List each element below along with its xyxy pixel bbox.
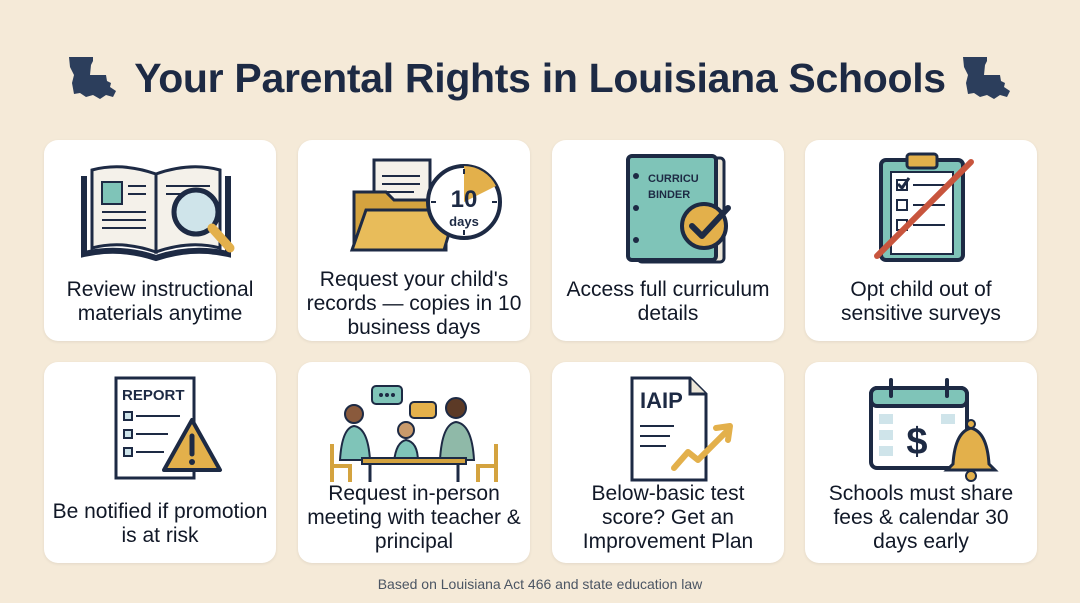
rights-card [298, 140, 530, 341]
folder-timer-icon [324, 152, 504, 264]
card-label: Review instructional materials anytime [66, 278, 254, 325]
header [0, 46, 1080, 110]
timer-number: 10 [450, 186, 478, 213]
timer-unit: days [449, 214, 479, 229]
binder-label-line2: BINDER [648, 189, 691, 201]
source-note: Based on Louisiana Act 466 and state education law [377, 576, 703, 592]
report-warning-icon [70, 374, 250, 486]
louisiana-map-icon [960, 53, 1014, 103]
card-label: Below-basic test score? Get an Improvement Plan [582, 482, 754, 553]
document-title: IAIP [640, 388, 683, 413]
crossed-out-survey-clipboard-icon [831, 152, 1011, 264]
rights-card [44, 362, 276, 563]
page-title: Your Parental Rights in Louisiana Schools [134, 54, 946, 101]
rights-card [805, 140, 1037, 341]
report-title: REPORT [122, 387, 185, 404]
open-book-magnifier-icon [70, 152, 250, 264]
card-label: Be notified if promotion is at risk [52, 500, 268, 547]
rights-card [805, 362, 1037, 563]
binder-label-line1: CURRICU [648, 173, 699, 185]
rights-card [552, 362, 784, 563]
louisiana-map-icon [66, 53, 120, 103]
rights-card [552, 140, 784, 341]
card-label: Schools must share fees & calendar 30 days early [828, 482, 1014, 553]
curriculum-binder-check-icon [578, 152, 758, 264]
parent-teacher-meeting-icon [324, 374, 504, 486]
iaip-document-growth-icon [578, 374, 758, 486]
card-label: Request your child's records — copies in 10 business days [306, 268, 522, 339]
rights-card [44, 140, 276, 341]
dollar-sign: $ [906, 421, 928, 463]
calendar-fees-bell-icon [831, 374, 1011, 486]
card-label: Opt child out of sensitive surveys [841, 278, 1001, 325]
card-label: Request in-person meeting with teacher & principal [307, 482, 521, 553]
card-label: Access full curriculum details [566, 278, 770, 325]
rights-card [298, 362, 530, 563]
